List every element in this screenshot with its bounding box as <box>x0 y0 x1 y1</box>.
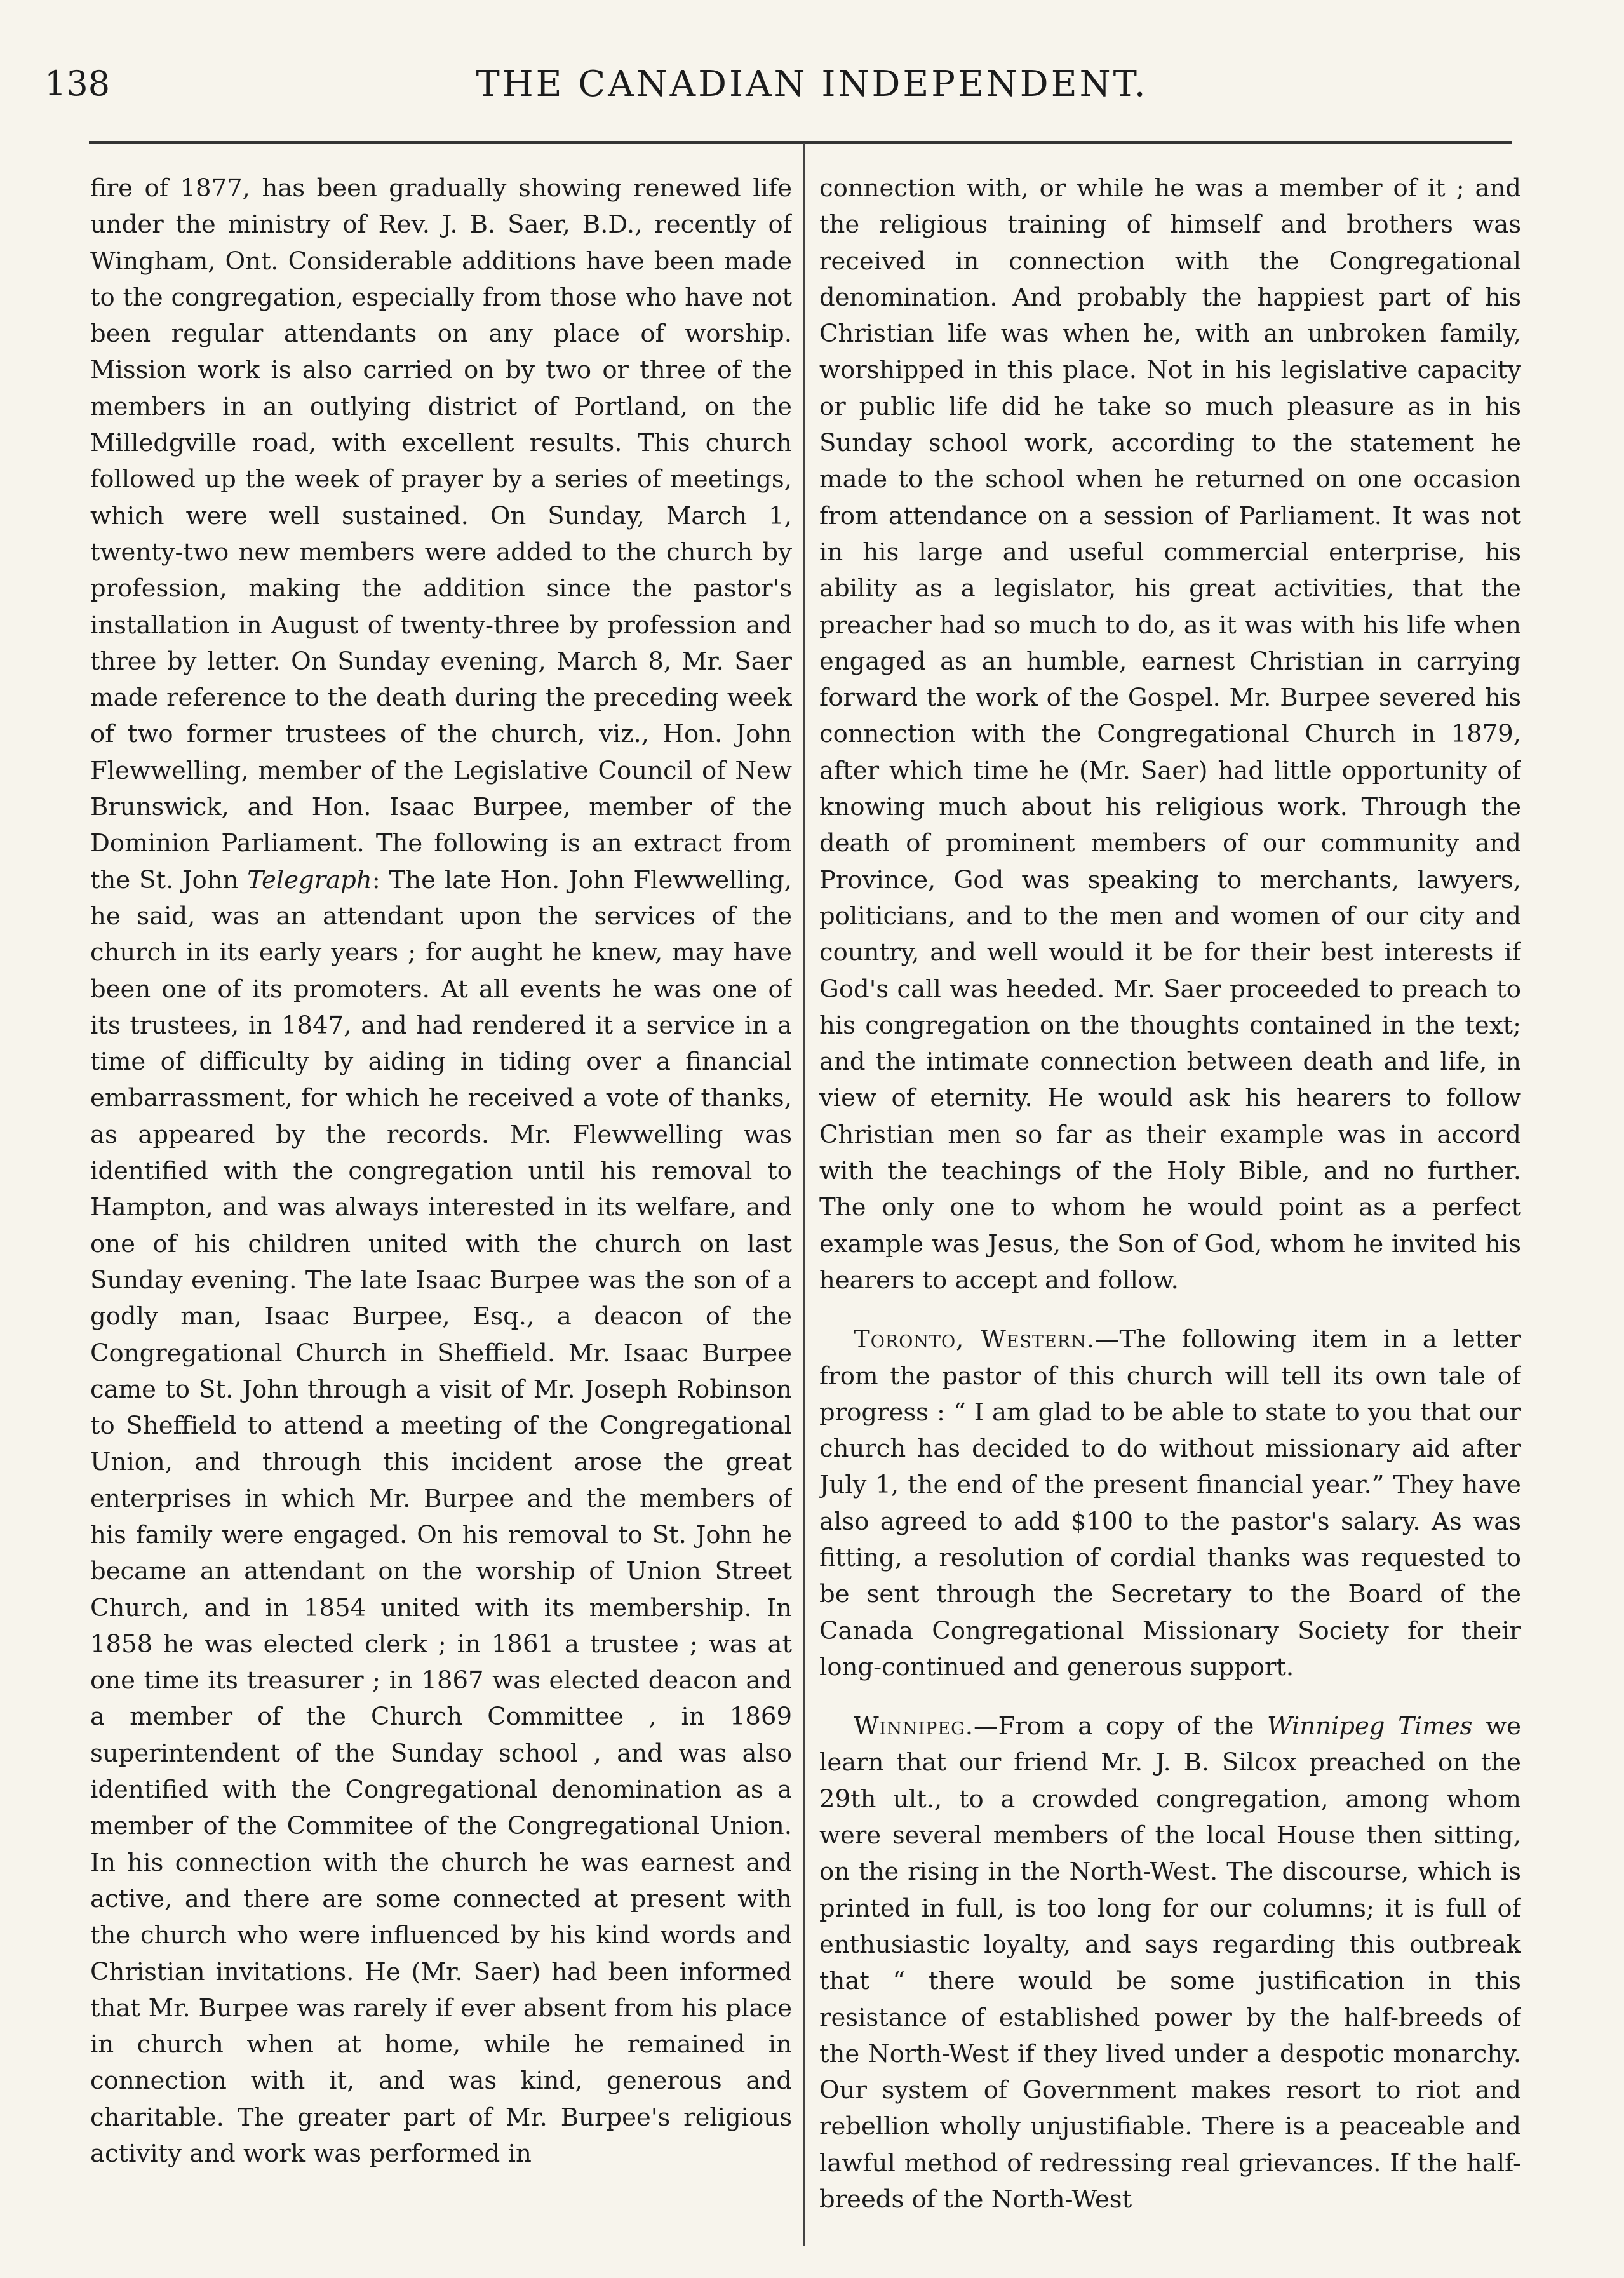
winnipeg-text-1: —From a copy of the <box>973 1712 1267 1741</box>
right-column <box>819 170 1521 2241</box>
page-number: 138 <box>44 64 111 104</box>
toronto-text: —The following item in a letter from the pastor of this church will tell its own tale of progress : “ I am glad to be able to state to you that our church has decided to do without missionary aid after July 1, the end of the present financial year.” They have also agreed to add $100 to the pastor's salary. As was fitting, a resolution of cordial thanks was requested to be sent through the Secretary to the Board of the Canada Congregational Missionary Society for their long-continued and generous support. <box>819 1325 1521 1682</box>
left-paragraph <box>90 170 792 2172</box>
telegraph-title: Telegraph <box>247 865 372 894</box>
winnipeg-times-title: Winnipeg Times <box>1266 1712 1473 1741</box>
left-paragraph-text: fire of 1877, has been gradually showing renewed life under the ministry of Rev. J. B. Saer, B.D., recently of Wingham, Ont. Considerable additions have been made to the congregation, especially from those who have not been regular attendants on any place of worship. Mission work is also carried on by two or three of the members in an outlying district of Portland, on the Milledgville road, with excellent results. This church followed up the week of prayer by a series of meetings, which were well sustained. On Sunday, March 1, twenty-two new members were added to the church by profession, making the addition since the pastor's installation in August of twenty-three by profession and three by letter. On Sunday evening, March 8, Mr. Saer made reference to the death during the preceding week of two former trustees of the church, viz., Hon. John Flewwelling, member of the Legislative Council of New Brunswick, and Hon. Isaac Burpee, member of the Dominion Parliament. The following is an extract from the St. John <box>90 174 792 894</box>
winnipeg-paragraph <box>819 1708 1521 2218</box>
winnipeg-heading: Winnipeg. <box>854 1712 974 1741</box>
winnipeg-text-2: we learn that our friend Mr. J. B. Silcox preached on the 29th ult., to a crowded congregation, among whom were several members of the local House then sitting, on the rising in the North-West. The discourse, which is printed in full, is too long for our columns; it is full of enthusiastic loyalty, and says regarding this outbreak that “ there would be some justification in this resistance of established power by the half-breeds of the North-West if they lived under a despotic monarchy. Our system of Government makes resort to riot and rebellion wholly unjustifiable. There is a peaceable and lawful method of redressing real grievances. If the half-breeds of the North-West <box>819 1712 1521 2214</box>
toronto-paragraph <box>819 1321 1521 1685</box>
left-paragraph-rest: : The late Hon. John Flewwelling, he said, was an attendant upon the services of the church in its early years ; for aught he knew, may have been one of its promoters. At all events he was one of its trustees, in 1847, and had rendered it a service in a time of difficulty by aiding in tiding over a financial embarrassment, for which he received a vote of thanks, as appeared by the records. Mr. Flewwelling was identified with the congregation until his removal to Hampton, and was always interested in its welfare, and one of his children united with the church on last Sunday evening. The late Isaac Burpee was the son of a godly man, Isaac Burpee, Esq., a deacon of the Congregational Church in Sheffield. Mr. Isaac Burpee came to St. John through a visit of Mr. Joseph Robinson to Sheffield to attend a meeting of the Congregational Union, and through this incident arose the great enterprises in which Mr. Burpee and the members of his family were engaged. On his removal to St. John he became an attendant on the worship of Union Street Church, and in 1854 united with its membership. In 1858 he was elected clerk ; in 1861 a trustee ; was at one time its treasurer ; in 1867 was elected deacon and a member of the Church Committee , in 1869 superintendent of the Sunday school , and was also identified with the Congregational denomination as a member of the Commitee of the Congregational Union. In his connection with the church he was earnest and active, and there are some connected at present with the church who were influenced by his kind words and Christian invitations. He (Mr. Saer) had been informed that Mr. Burpee was rarely if ever absent from his place in church when at home, while he remained in connection with it, and was kind, generous and charitable. The greater part of Mr. Burpee's religious activity and work was performed in <box>90 865 792 2169</box>
right-paragraph: connection with, or while he was a member of it ; and the religious training of himself and brothers was received in connection with the Congregational denomination. And probably the happiest part of his Christian life was when he, with an unbroken family, worshipped in this place. Not in his legislative capacity or public life did he take so much pleasure as in his Sunday school work, according to the statement he made to the school when he returned on one occasion from attendance on a session of Parliament. It was not in his large and useful commercial enterprise, his ability as a legislator, his great activities, that the preacher had so much to do, as it was with his life when engaged as an humble, earnest Christian in carrying forward the work of the Gospel. Mr. Burpee severed his connection with the Congregational Church in 1879, after which time he (Mr. Saer) had little opportunity of knowing much about his religious work. Through the death of prominent members of our community and Province, God was speaking to merchants, lawyers, politicians, and to the men and women of our city and country, and well would it be for their best interests if God's call was heeded. Mr. Saer proceeded to preach to his congregation on the thoughts contained in the text; and the intimate connection between death and life, in view of eternity. He would ask his hearers to follow Christian men so far as their example was in accord with the teachings of the Holy Bible, and no further. The only one to whom he would point as a perfect example was Jesus, the Son of God, whom he invited his hearers to accept and follow. <box>819 174 1521 1295</box>
running-title: THE CANADIAN INDEPENDENT. <box>476 64 1148 105</box>
left-column <box>90 170 792 2241</box>
column-divider <box>803 143 805 2246</box>
header-rule <box>89 141 1512 144</box>
toronto-heading: Toronto, Western. <box>854 1325 1095 1354</box>
